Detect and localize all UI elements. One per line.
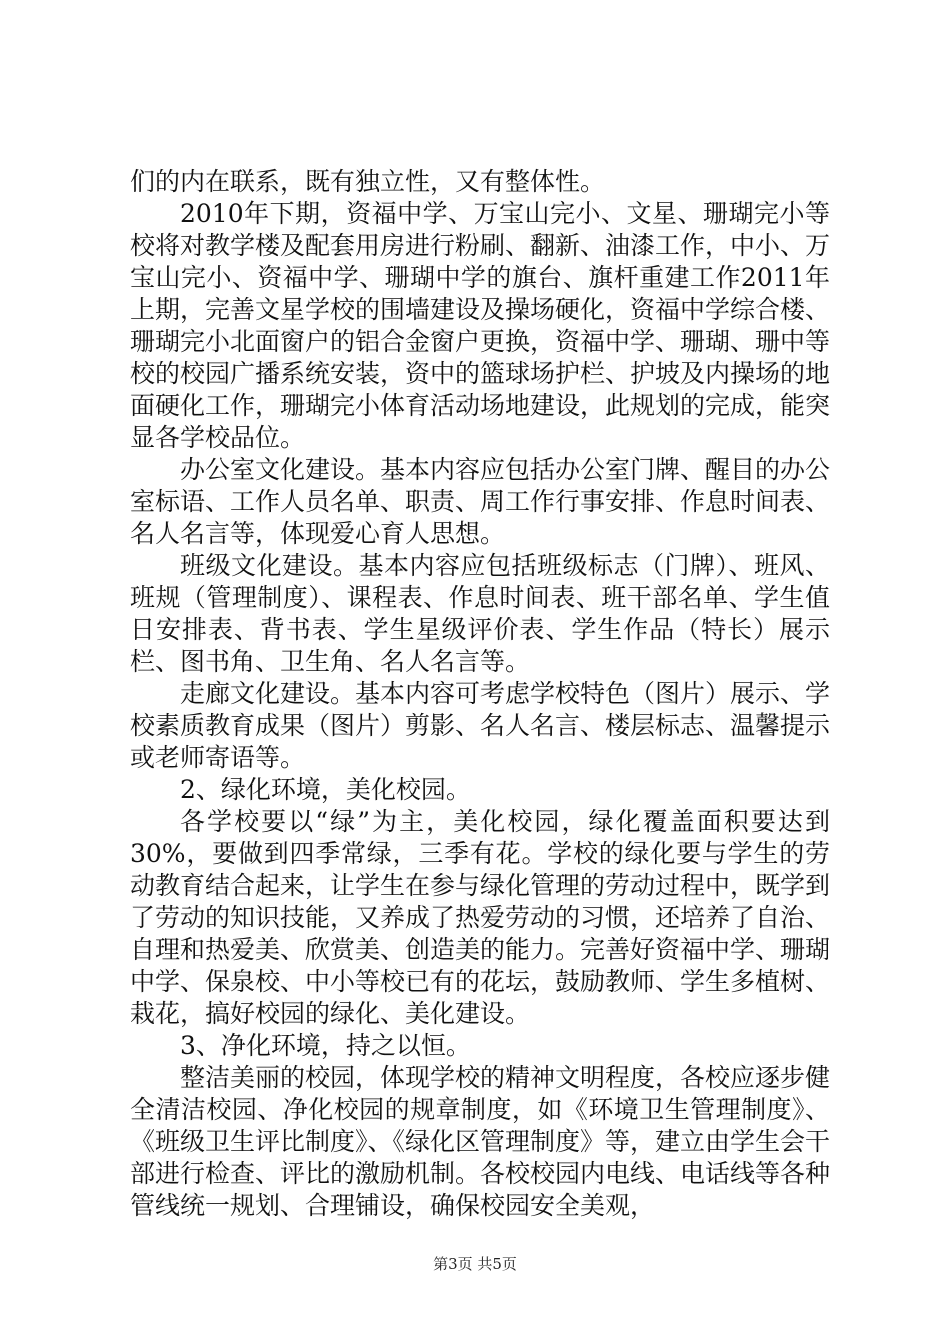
page-footer: 第3页 共5页 bbox=[433, 1255, 517, 1273]
paragraph-renovation-plan: 2010年下期，资福中学、万宝山完小、文星、珊瑚完小等校将对教学楼及配套用房进行粉刷、翻新、油漆工作，中小、万宝山完小、资福中学、珊瑚中学的旗台、旗杆重建工作2011年上期，完善文星学校的围墙建设及操场硬化，资福中学综合楼、珊瑚完小北面窗户的铝合金窗户更换，资福中学、珊瑚、珊中等校的校园广播系统安装，资中的篮球场护栏、护坡及内操场的地面硬化工作，珊瑚完小体育活动场地建设，此规划的完成，能突显各学校品位。 bbox=[130, 199, 831, 452]
section-heading-cleaning: 3、净化环境，持之以恒。 bbox=[180, 1031, 471, 1060]
paragraph-class-culture: 班级文化建设。基本内容应包括班级标志（门牌）、班风、班规（管理制度）、课程表、作息时间表、班干部名单、学生值日安排表、背书表、学生星级评价表、学生作品（特长）展示栏、图书角、卫生角、名人名言等。 bbox=[130, 551, 830, 676]
paragraph-corridor-culture: 走廊文化建设。基本内容可考虑学校特色（图片）展示、学校素质教育成果（图片）剪影、名人名言、楼层标志、温馨提示或老师寄语等。 bbox=[130, 679, 831, 772]
paragraph-cleaning: 整洁美丽的校园，体现学校的精神文明程度，各校应逐步健全清洁校园、净化校园的规章制度，如《环境卫生管理制度》、《班级卫生评比制度》、《绿化区管理制度》等，建立由学生会干部进行检查、评比的激励机制。各校校园内电线、电话线等各种管线统一规划、合理铺设，确保校园安全美观， bbox=[130, 1063, 831, 1220]
section-heading-greening: 2、绿化环境，美化校园。 bbox=[180, 775, 471, 804]
paragraph-greening: 各学校要以“绿”为主，美化校园，绿化覆盖面积要达到30%，要做到四季常绿，三季有花。学校的绿化要与学生的劳动教育结合起来，让学生在参与绿化管理的劳动过程中，既学到了劳动的知识技能，又养成了热爱劳动的习惯，还培养了自治、自理和热爱美、欣赏美、创造美的能力。完善好资福中学、珊瑚中学、保泉校、中小等校已有的花坛，鼓励教师、学生多植树、栽花，搞好校园的绿化、美化建设。 bbox=[130, 807, 831, 1028]
paragraph-office-culture: 办公室文化建设。基本内容应包括办公室门牌、醒目的办公室标语、工作人员名单、职责、周工作行事安排、作息时间表、名人名言等，体现爱心育人思想。 bbox=[130, 455, 831, 548]
paragraph-continuation: 们的内在联系，既有独立性，又有整体性。 bbox=[130, 167, 606, 196]
document-body bbox=[130, 166, 830, 1222]
